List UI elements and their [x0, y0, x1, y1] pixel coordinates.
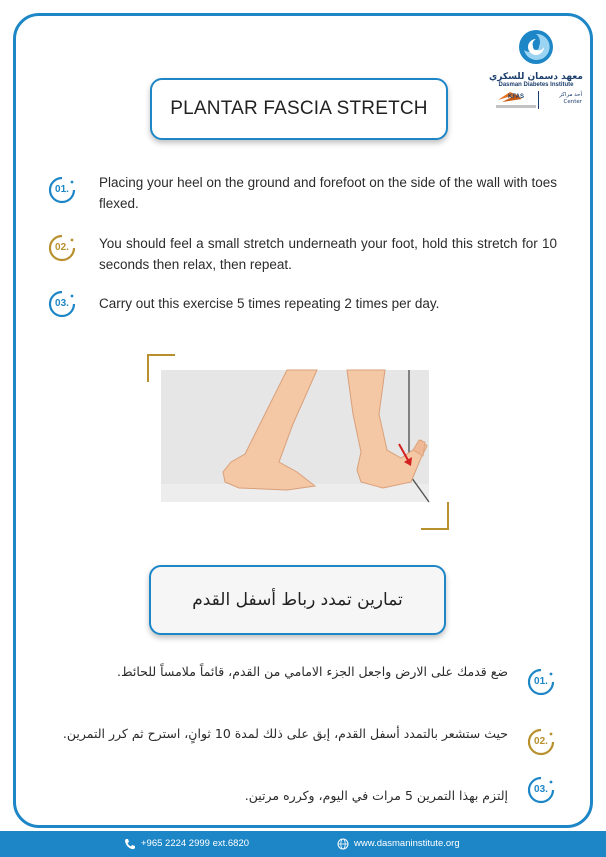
footer-phone[interactable]: +965 2224 2999 ext.6820	[141, 838, 250, 849]
plantar-fascia-stretch-illustration	[147, 354, 449, 530]
step-en-2-number: 02.	[55, 242, 69, 253]
step-ar-1-number: 01.	[534, 676, 548, 687]
step-en-1-number: 01.	[55, 184, 69, 195]
step-ar-2-number: 02.	[534, 736, 548, 747]
logo-arabic-name: معهد دسمان للسكري	[489, 72, 583, 82]
step-en-1-text: Placing your heel on the ground and forefoot on the side of the wall with toes flexed.	[99, 175, 557, 211]
page-title: PLANTAR FASCIA STRETCH	[170, 98, 428, 119]
phone-icon	[124, 838, 136, 850]
step-en-1-number-badge	[48, 176, 76, 204]
step-ar-2-text: حيث ستشعر بالتمدد أسفل القدم، إبق على ذلك لمدة 10 ثوانٍ، استرح ثم كرر التمرين.	[62, 726, 508, 741]
step-ar-1-number-badge	[527, 668, 555, 696]
footer-website-link[interactable]: www.dasmaninstitute.org	[354, 838, 460, 849]
logo-english-name: Dasman Diabetes Institute	[498, 82, 574, 88]
title-box	[150, 78, 448, 140]
dasman-swirl-icon	[517, 28, 555, 66]
kfas-subline	[496, 105, 536, 108]
step-en-2-text: You should feel a small stretch underneath your foot, hold this stretch for 10 seconds then relax, then repeat.	[99, 236, 557, 272]
kfas-divider	[538, 91, 539, 109]
step-ar-3-number: 03.	[534, 784, 548, 795]
arabic-title-box	[149, 565, 446, 635]
kfas-label: KFAS	[508, 94, 525, 100]
globe-icon	[337, 838, 349, 850]
kfas-logo	[496, 90, 586, 112]
step-ar-3-text: إلتزم بهذا التمرين 5 مرات في اليوم، وكرره مرتين.	[244, 788, 508, 803]
footer-bar	[0, 831, 606, 857]
step-ar-3-number-badge	[527, 776, 555, 804]
step-en-3-number: 03.	[55, 298, 69, 309]
step-en-2-number-badge	[48, 234, 76, 262]
step-en-3-text: Carry out this exercise 5 times repeating 2 times per day.	[99, 296, 440, 311]
step-ar-1-text: ضع قدمك على الارض واجعل الجزء الامامي من القدم، قائماً ملامساً للحائط.	[117, 664, 508, 679]
kfas-arabic-label: أحد مراكز Center	[559, 92, 582, 105]
arabic-page-title: تمارين تمدد رباط أسفل القدم	[192, 590, 403, 610]
step-ar-2-number-badge	[527, 728, 555, 756]
step-en-3-number-badge	[48, 290, 76, 318]
